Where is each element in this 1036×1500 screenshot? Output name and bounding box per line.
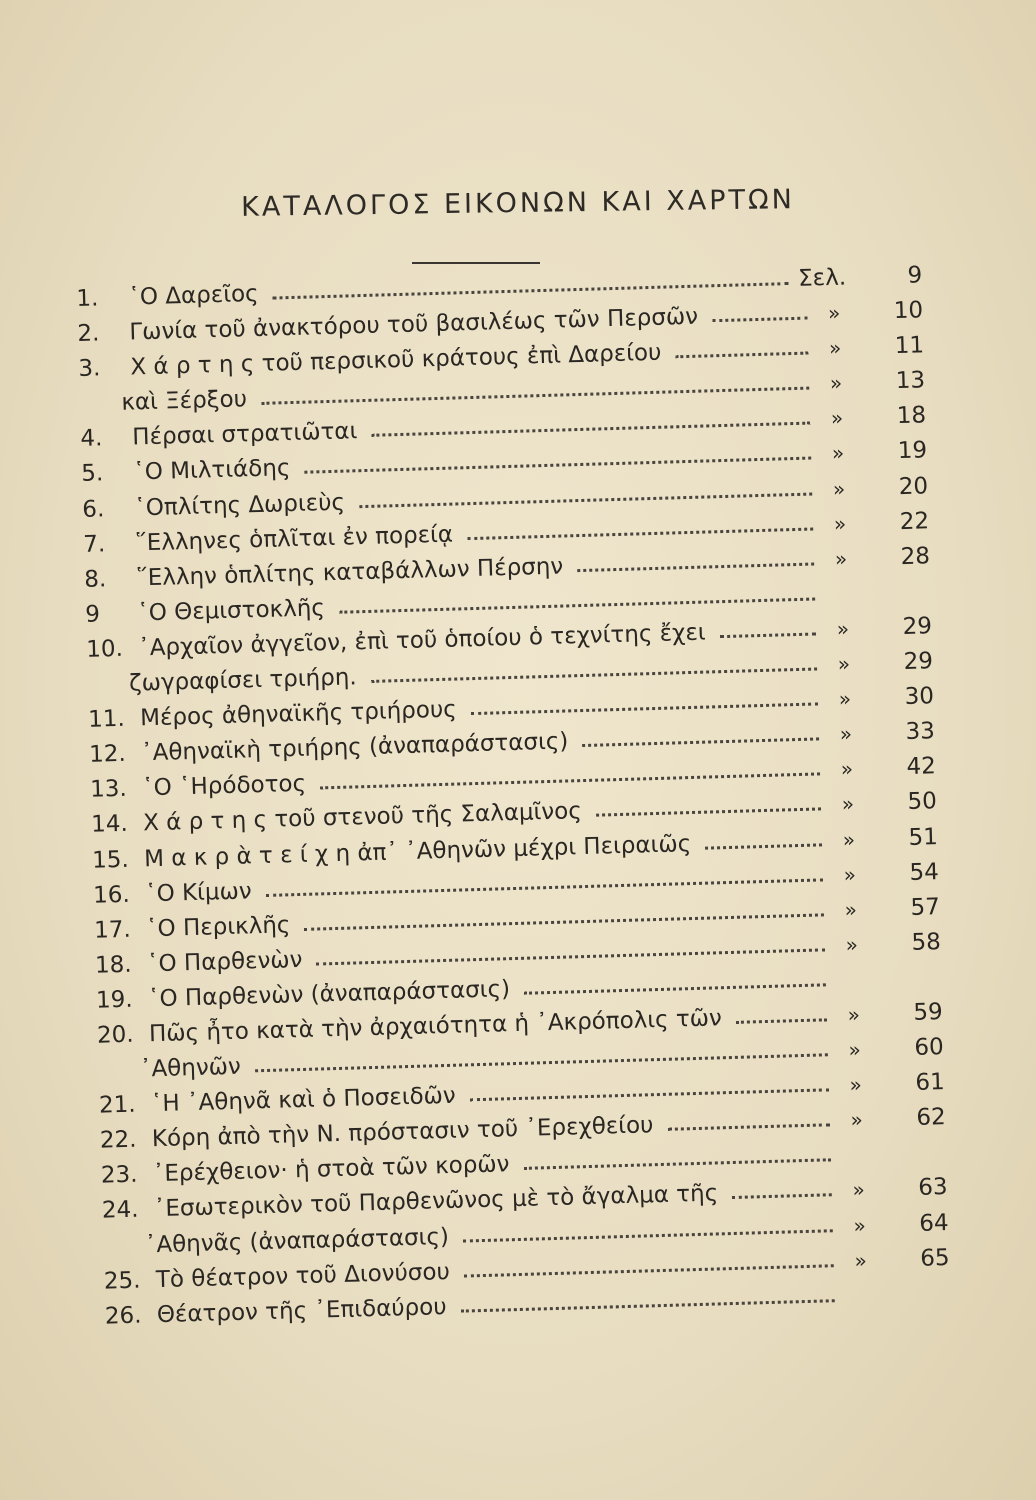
entry-title: Θέατρον τῆς ᾿Επιδαύρου <box>156 1293 447 1328</box>
entry-number: 7. <box>82 530 106 558</box>
dot-leader <box>304 913 824 931</box>
entry-number: 10. <box>85 635 124 663</box>
dot-leader <box>339 597 815 613</box>
ditto-mark: » <box>852 1177 866 1203</box>
entry-number: 26. <box>104 1302 142 1330</box>
page-number: 59 <box>913 999 944 1026</box>
page-number: 18 <box>896 402 927 430</box>
entry-title: ᾿Αθηνᾶς (ἀναπαράστασις) <box>144 1223 450 1258</box>
page-number: 20 <box>898 472 929 500</box>
page-number: 29 <box>903 648 934 676</box>
page-number: 22 <box>899 507 930 535</box>
dot-leader <box>261 387 809 405</box>
entry-number: 15. <box>91 846 130 874</box>
dot-leader <box>464 1264 834 1277</box>
dot-leader <box>471 703 818 716</box>
page-number: 33 <box>905 718 936 746</box>
entry-title: ῞Ελλην ὁπλίτης καταβάλλων Πέρσην <box>135 553 564 592</box>
entry-title: ᾿Αθηναϊκὴ τριήρης (ἀναπαράστασις) <box>140 728 569 767</box>
page-number: 11 <box>894 332 925 360</box>
entry-title: ῾Ο Παρθενὼν (ἀναπαράστασις) <box>147 976 511 1013</box>
entry-title: Τὸ θέατρον τοῦ Διονύσου <box>155 1258 451 1293</box>
page-number: 57 <box>910 893 941 921</box>
entry-title: καὶ Ξέρξου <box>121 386 248 417</box>
entry-title: Χ ά ρ τ η ς τοῦ στενοῦ τῆς Σαλαμῖνος <box>142 798 583 837</box>
dot-leader <box>371 422 810 437</box>
entry-number: 12. <box>88 741 127 769</box>
entry-number: 3. <box>78 355 101 383</box>
page-number: 28 <box>900 543 931 570</box>
entry-number: 24. <box>101 1197 139 1225</box>
entry-number: 4. <box>80 425 103 453</box>
entry-title: ῾Ο Μιλτιάδης <box>132 455 291 486</box>
table-of-contents <box>76 257 985 1334</box>
page-title: ΚΑΤΑΛΟΓΟΣ ΕΙΚΟΝΩΝ ΚΑΙ ΧΑΡΤΩΝ <box>240 184 796 223</box>
entry-number: 8. <box>83 566 107 593</box>
ditto-mark: » <box>840 756 854 782</box>
entry-number: 18. <box>94 951 133 979</box>
entry-number: 20. <box>96 1021 134 1049</box>
entry-number: 23. <box>100 1161 138 1189</box>
entry-title: Κόρη ἀπὸ τὴν Ν. πρόστασιν τοῦ ᾿Ερεχθείου <box>151 1112 654 1153</box>
ditto-mark: » <box>841 791 855 817</box>
dot-leader <box>712 317 807 323</box>
entry-title: ῾Ο Θεμιστοκλῆς <box>136 595 326 627</box>
dot-leader <box>467 527 813 540</box>
entry-title: Μέρος ἀθηναϊκῆς τριήρους <box>139 696 458 732</box>
entry-number: 6. <box>81 495 105 523</box>
ditto-mark: » <box>845 932 859 957</box>
ditto-mark: » <box>850 1107 864 1132</box>
page-number: 13 <box>895 367 926 395</box>
ditto-mark: » <box>848 1037 862 1062</box>
ditto-mark: » <box>842 826 856 852</box>
entry-title: ᾿Αρχαῖον ἀγγεῖον, ἐπὶ τοῦ ὁποίου ὁ τεχνίτης ἔχει <box>137 619 706 662</box>
dot-leader <box>463 1229 833 1242</box>
ditto-mark: » <box>844 897 858 922</box>
ditto-mark: » <box>836 616 850 641</box>
dot-leader <box>266 878 823 897</box>
entry-title: ᾿Εσωτερικὸν τοῦ Παρθενῶνος μὲ τὸ ἄγαλμα τῆς <box>153 1180 719 1223</box>
ditto-mark: » <box>853 1212 867 1238</box>
page-number: 64 <box>918 1209 949 1237</box>
entry-title: ᾿Ερέχθειον· ἡ στοὰ τῶν κορῶν <box>152 1151 510 1188</box>
dot-leader <box>668 1124 830 1132</box>
entry-title: ῾Οπλίτης Δωριεὺς <box>133 489 346 522</box>
ditto-mark: » <box>838 686 852 711</box>
dot-leader <box>675 352 808 359</box>
page-number: 42 <box>906 753 937 781</box>
page-number: 58 <box>911 928 942 956</box>
ditto-mark: » <box>827 300 841 326</box>
page-number: 54 <box>909 858 940 886</box>
entry-title: ῾Ο ῾Ηρόδοτος <box>141 771 307 802</box>
entry-title: ῞Ελληνες ὁπλῖται ἐν πορείᾳ <box>134 521 454 557</box>
entry-number: 25. <box>103 1267 141 1295</box>
ditto-mark: » <box>839 721 853 747</box>
dot-leader <box>720 632 816 638</box>
ditto-mark: » <box>833 511 847 536</box>
ditto-mark: » <box>834 546 848 571</box>
entry-number: 14. <box>90 811 129 839</box>
dot-leader <box>736 1018 827 1024</box>
page-number: 29 <box>902 613 933 640</box>
page-number: 63 <box>917 1174 948 1202</box>
dot-leader <box>320 773 820 790</box>
ditto-mark: » <box>847 1002 861 1027</box>
dot-leader <box>524 983 826 994</box>
entry-title: Χ ά ρ τ η ς τοῦ περσικοῦ κράτους ἐπὶ Δαρείου <box>130 339 662 381</box>
entry-number: 22. <box>99 1126 137 1154</box>
entry-title: Γωνία τοῦ ἀνακτόρου τοῦ βασιλέως τῶν Περσῶν <box>129 303 699 346</box>
page-number: 51 <box>908 823 939 851</box>
ditto-mark: » <box>837 651 851 676</box>
page-number: 61 <box>915 1069 946 1097</box>
entry-number: 13. <box>89 776 128 804</box>
dot-leader <box>470 1088 829 1101</box>
entry-number: 2. <box>77 320 100 348</box>
entry-title: ῾Ο Δαρεῖος <box>128 280 259 311</box>
page-number: 60 <box>914 1034 945 1061</box>
dot-leader <box>461 1299 835 1312</box>
page-number: 19 <box>897 437 928 465</box>
ditto-mark: » <box>829 370 843 396</box>
dot-leader <box>359 492 812 508</box>
dot-leader <box>596 808 821 817</box>
dot-leader <box>255 1053 828 1072</box>
entry-number: 17. <box>93 916 132 944</box>
entry-title: ῾Ο Κίμων <box>144 877 252 907</box>
page-number: 62 <box>916 1104 947 1132</box>
entry-number: 9 <box>84 601 101 628</box>
entry-number: 5. <box>81 460 104 488</box>
dot-leader <box>582 738 819 748</box>
ditto-mark: » <box>849 1072 863 1097</box>
ditto-mark: » <box>831 441 845 466</box>
ditto-mark: » <box>832 476 846 501</box>
page-number: 10 <box>893 297 924 325</box>
ditto-mark: » <box>854 1247 868 1273</box>
entry-title: ᾿Αθηνῶν <box>139 1053 242 1083</box>
dot-leader <box>732 1194 832 1200</box>
dot-leader <box>371 667 817 682</box>
entry-title: Μ α κ ρ ὰ τ ε ί χ η ἀπ᾿ ᾿Αθηνῶν μέχρι Πειραιῶς <box>143 830 692 872</box>
dot-leader <box>272 282 788 299</box>
page-label: Σελ. <box>797 264 847 292</box>
entry-title: ῾Ο Παρθενὼν <box>146 946 303 978</box>
dot-leader <box>705 843 822 849</box>
ditto-mark: » <box>843 862 857 887</box>
dot-leader <box>316 948 825 965</box>
entry-title: ῾Ο Περικλῆς <box>145 911 291 942</box>
entry-title: ζωγραφίσει τριήρη. <box>128 664 358 697</box>
page-number: 65 <box>919 1244 950 1272</box>
entry-title: Πῶς ἦτο κατὰ τὴν ἀρχαιότητα ἡ ᾿Ακρόπολις τῶν <box>148 1005 723 1048</box>
entry-number: 19. <box>95 986 133 1014</box>
page-number: 50 <box>907 788 938 816</box>
page-number: 30 <box>904 683 935 711</box>
dot-leader <box>524 1159 831 1171</box>
ditto-mark: » <box>828 335 842 361</box>
page-number: 9 <box>907 262 923 289</box>
entry-number: 21. <box>98 1091 136 1119</box>
entry-number: 11. <box>87 705 126 733</box>
entry-number: 1. <box>76 285 99 312</box>
entry-title: Πέρσαι στρατιῶται <box>132 418 358 451</box>
entry-number: 16. <box>92 881 131 909</box>
title-rule <box>412 262 540 264</box>
dot-leader <box>304 457 811 474</box>
dot-leader <box>577 562 814 572</box>
ditto-mark: » <box>830 406 844 431</box>
entry-title: ῾Η ᾿Αθηνᾶ καὶ ὁ Ποσειδῶν <box>150 1082 457 1118</box>
